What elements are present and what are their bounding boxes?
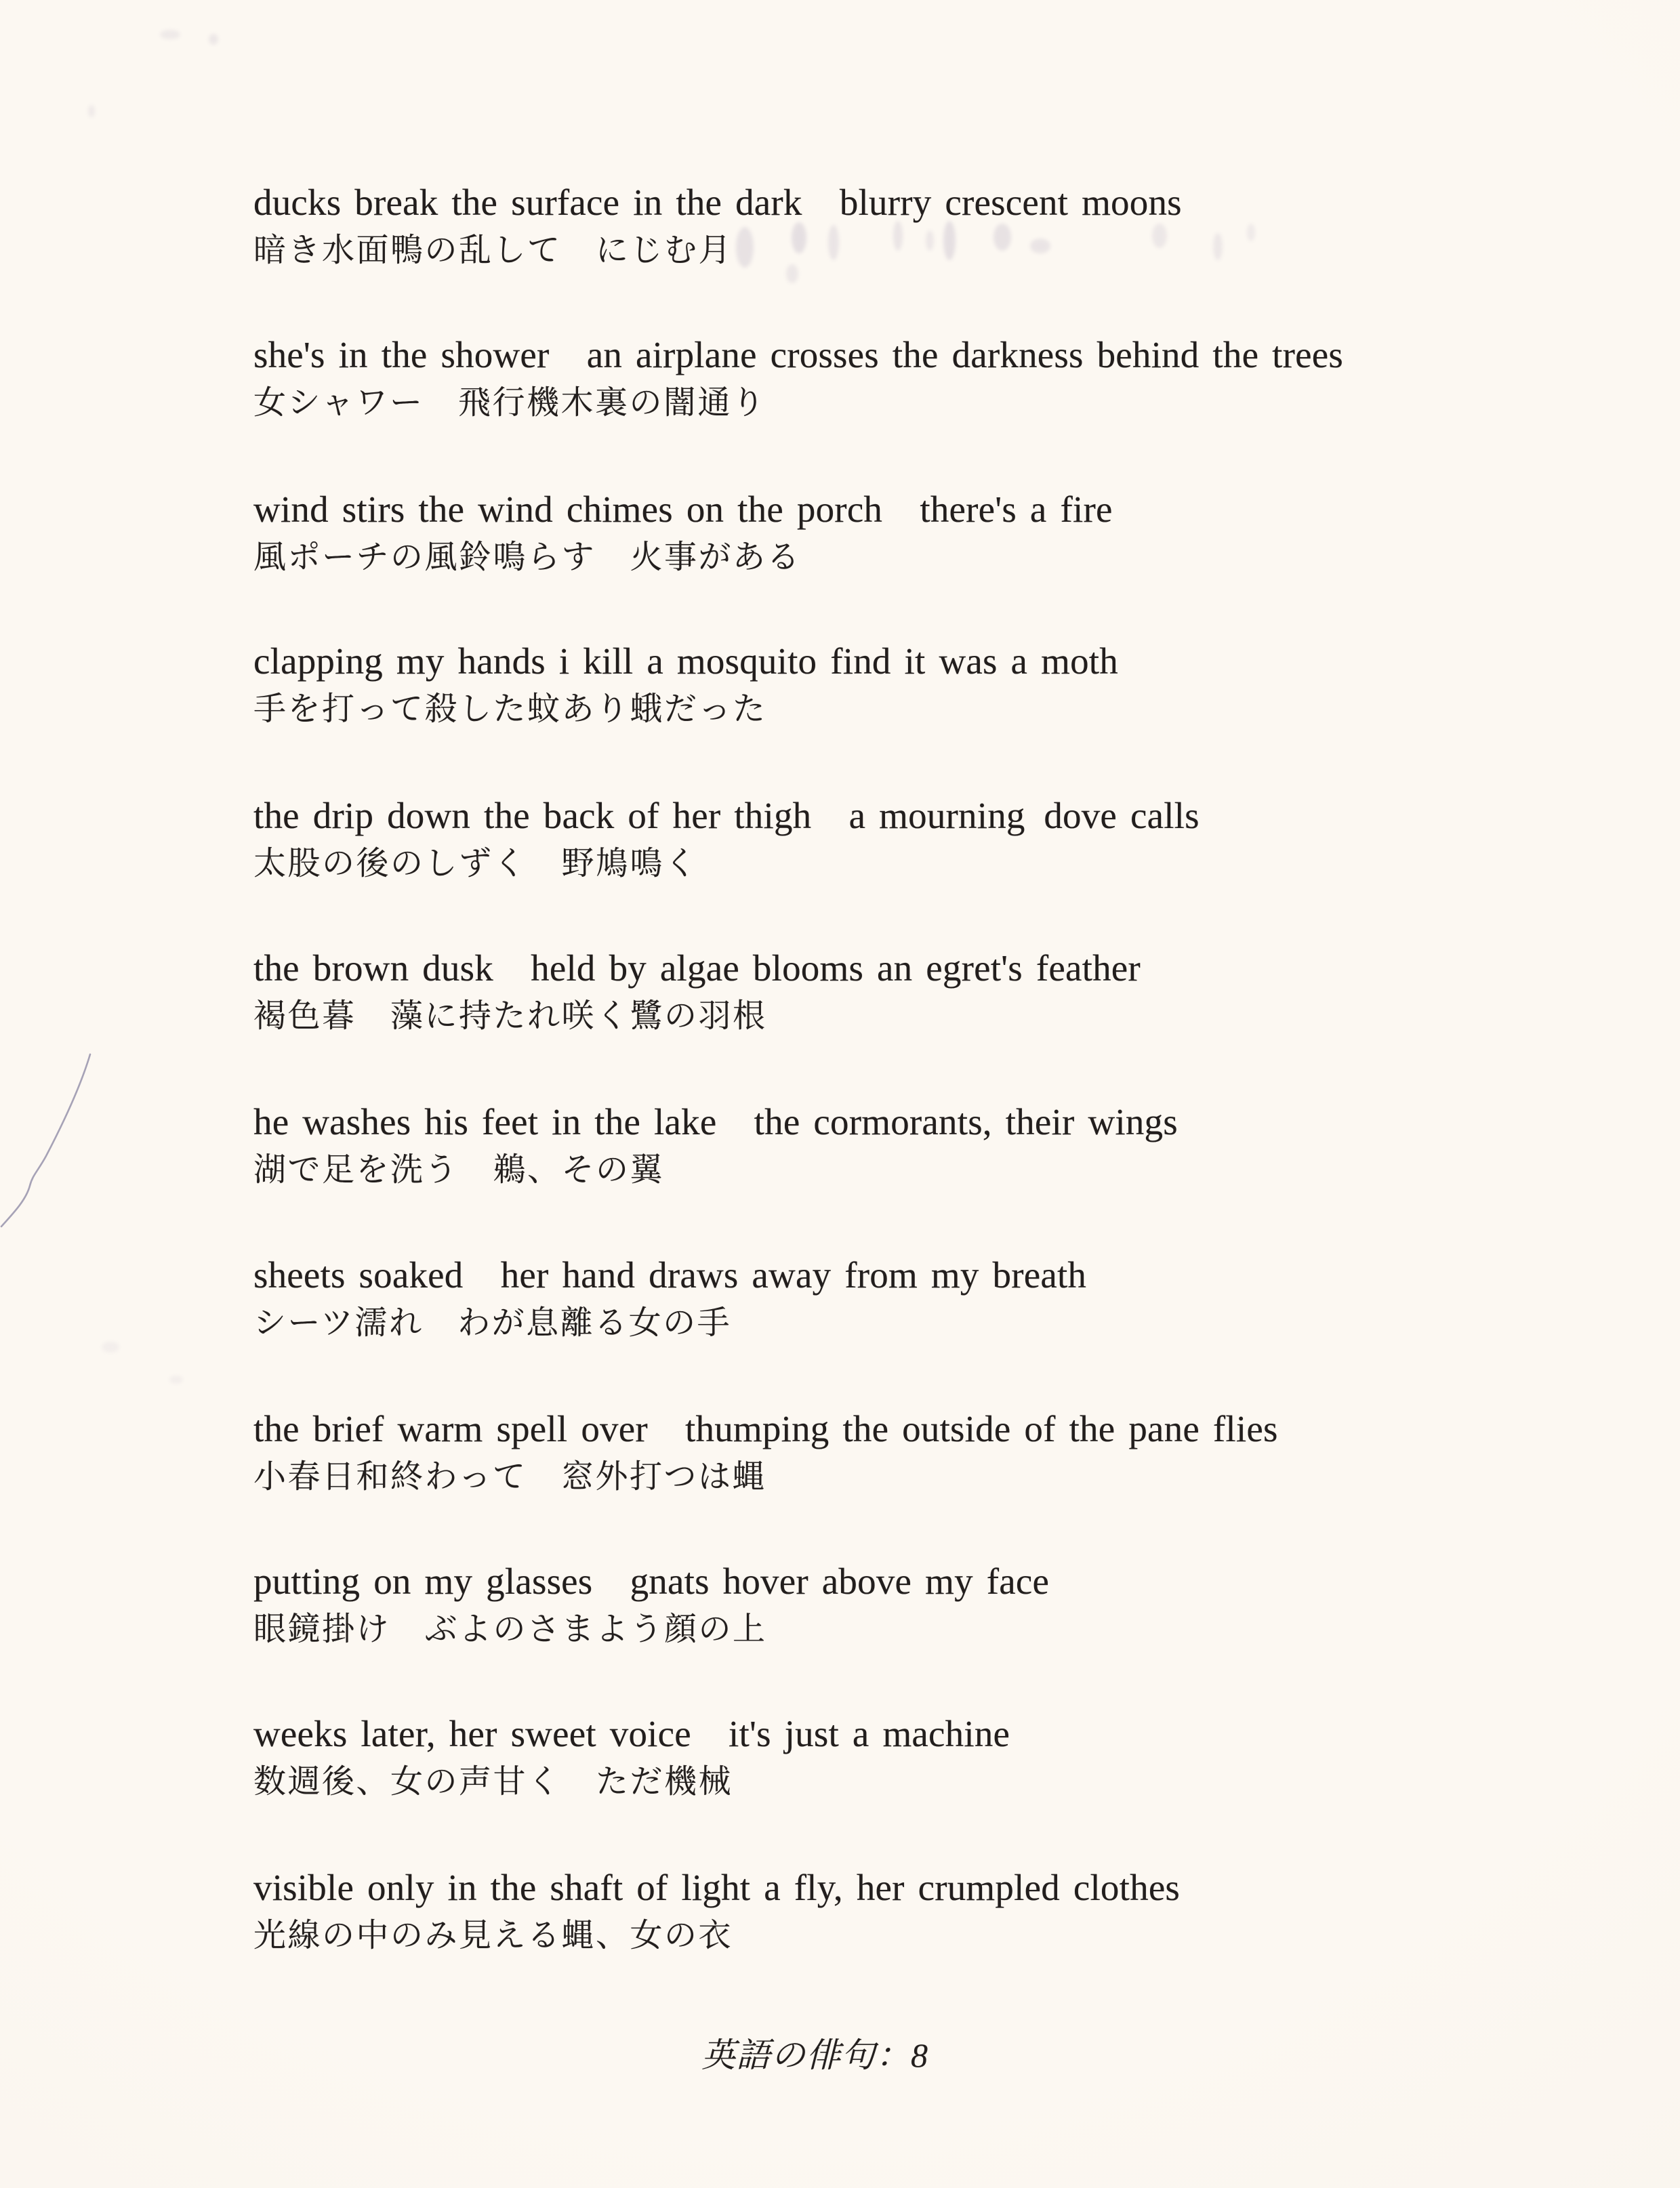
haiku-line-japanese: シーツ濡れ わが息離る女の手 bbox=[253, 1305, 732, 1341]
haiku-line-english: he washes his feet in the lake the cormorants, their wings bbox=[253, 1101, 1178, 1142]
haiku-line-japanese: 湖で足を洗う 鵜、その翼 bbox=[253, 1152, 665, 1188]
haiku-line-english: ducks break the surface in the dark blurry crescent moons bbox=[253, 182, 1182, 223]
haiku-line-japanese: 女シャワー 飛行機木裏の闇通り bbox=[253, 385, 766, 421]
haiku-line-english: weeks later, her sweet voice it's just a machine bbox=[253, 1713, 1010, 1754]
haiku-couplet bbox=[253, 333, 1343, 424]
haiku-couplet bbox=[253, 1865, 1180, 1956]
eraser-smudge-artifact bbox=[169, 1376, 183, 1384]
haiku-couplet bbox=[253, 1559, 1049, 1650]
haiku-line-english: she's in the shower an airplane crosses the darkness behind the trees bbox=[253, 334, 1343, 375]
eraser-smudge-artifact bbox=[1213, 233, 1223, 260]
haiku-couplet bbox=[253, 1253, 1086, 1344]
haiku-couplet bbox=[253, 487, 1113, 578]
eraser-smudge-artifact bbox=[102, 1342, 119, 1353]
haiku-line-english: the brief warm spell over thumping the outside of the pane flies bbox=[253, 1408, 1278, 1449]
haiku-couplet bbox=[253, 1407, 1278, 1498]
haiku-line-japanese: 太股の後のしずく 野鳩鳴く bbox=[253, 846, 699, 882]
haiku-line-japanese: 数週後、女の声甘く ただ機械 bbox=[253, 1764, 733, 1800]
haiku-line-english: the brown dusk held by algae blooms an egret's feather bbox=[253, 947, 1141, 989]
haiku-couplet bbox=[253, 793, 1200, 884]
pencil-speck-artifact bbox=[160, 30, 180, 39]
haiku-line-japanese: 風ポーチの風鈴鳴らす 火事がある bbox=[253, 539, 802, 575]
haiku-line-japanese: 小春日和終わって 窓外打つは蝿 bbox=[253, 1459, 767, 1495]
haiku-line-english: the drip down the back of her thigh a mourning dove calls bbox=[253, 795, 1200, 836]
haiku-line-english: visible only in the shaft of light a fly, her crumpled clothes bbox=[253, 1867, 1181, 1908]
haiku-couplet bbox=[253, 1100, 1178, 1191]
haiku-line-english: wind stirs the wind chimes on the porch there's a fire bbox=[253, 489, 1113, 530]
haiku-line-japanese: 手を打って殺した蚊あり蛾だった bbox=[253, 691, 767, 727]
haiku-line-english: putting on my glasses gnats hover above my face bbox=[253, 1561, 1050, 1602]
pencil-speck-artifact bbox=[88, 105, 95, 117]
haiku-line-japanese: 眼鏡掛け ぶよのさまよう顔の上 bbox=[253, 1611, 767, 1647]
page-footer-label: 英語の俳句：8 bbox=[701, 2036, 929, 2074]
haiku-couplet bbox=[253, 180, 1182, 271]
haiku-couplet bbox=[253, 639, 1118, 730]
haiku-line-japanese: 褐色暮 藻に持たれ咲く鷺の羽根 bbox=[253, 998, 767, 1034]
eraser-smudge-artifact bbox=[1247, 224, 1255, 241]
haiku-line-japanese: 光線の中のみ見える蝿、女の衣 bbox=[253, 1918, 733, 1954]
haiku-line-english: sheets soaked her hand draws away from my breath bbox=[253, 1254, 1087, 1296]
haiku-couplet bbox=[253, 946, 1141, 1037]
haiku-line-english: clapping my hands i kill a mosquito find it was a moth bbox=[253, 640, 1118, 682]
haiku-line-japanese: 暗き水面鴨の乱して にじむ月 bbox=[253, 232, 733, 268]
haiku-couplet bbox=[253, 1712, 1010, 1802]
pencil-stroke-artifact bbox=[0, 1044, 149, 1247]
pencil-speck-artifact bbox=[209, 34, 218, 45]
